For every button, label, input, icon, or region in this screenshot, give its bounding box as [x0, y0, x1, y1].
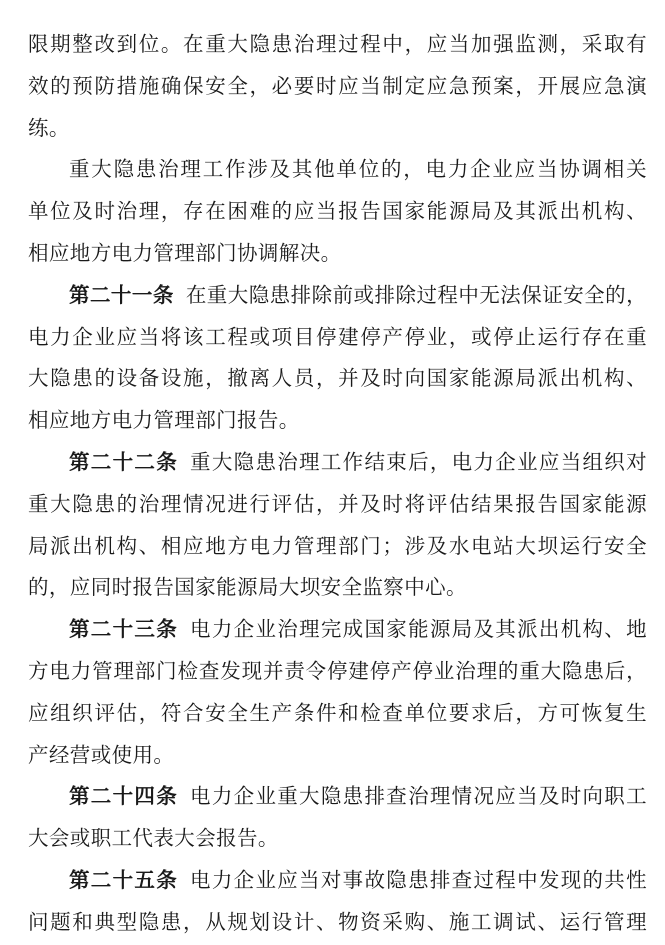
- article-heading: 第二十一条: [69, 282, 174, 307]
- article-23: [28, 609, 647, 776]
- text-line: 应组织评估，符合安全生产条件和检查单位要求后，方可恢复生: [28, 700, 647, 725]
- text-line: 重大隐患的治理情况进行评估，并及时将评估结果报告国家能源: [28, 491, 647, 516]
- article-first-line: [28, 776, 647, 818]
- article-22: [28, 442, 647, 609]
- text-line: 大会或职工代表大会报告。: [28, 826, 279, 851]
- article-first-line: [28, 275, 647, 317]
- text-line: 单位及时治理，存在困难的应当报告国家能源局及其派出机构、: [28, 199, 647, 224]
- article-24: [28, 776, 647, 860]
- text-line: 重大隐患治理工作结束后，电力企业应当组织对: [190, 449, 647, 474]
- text-line: 电力企业重大隐患排查治理情况应当及时向职工: [190, 784, 647, 809]
- text-line: 大隐患的设备设施，撤离人员，并及时向国家能源局派出机构、: [28, 366, 647, 391]
- text-line: 效的预防措施确保安全，必要时应当制定应急预案，开展应急演: [28, 73, 647, 98]
- text-line: 电力企业应当对事故隐患排查过程中发现的共性: [190, 867, 647, 892]
- text-line: 电力企业治理完成国家能源局及其派出机构、地: [190, 617, 647, 642]
- paragraph-continuation: [28, 24, 647, 149]
- text-line: 电力企业应当将该工程或项目停建停产停业，或停止运行存在重: [28, 324, 647, 349]
- text-line: 局派出机构、相应地方电力管理部门；涉及水电站大坝运行安全: [28, 533, 647, 558]
- paragraph: [28, 149, 647, 274]
- article-21: [28, 275, 647, 442]
- text-line: 产经营或使用。: [28, 742, 175, 767]
- text-line: 方电力管理部门检查发现并责令停建停产停业治理的重大隐患后，: [28, 658, 647, 683]
- article-25: [28, 860, 647, 944]
- text-line: 相应地方电力管理部门报告。: [28, 408, 300, 433]
- article-heading: 第二十四条: [69, 784, 179, 809]
- text-line: 相应地方电力管理部门协调解决。: [28, 240, 342, 265]
- text-line: 重大隐患治理工作涉及其他单位的，电力企业应当协调相关: [69, 157, 647, 182]
- text-line: 练。: [28, 115, 70, 140]
- text-line: 问题和典型隐患，从规划设计、物资采购、施工调试、运行管理: [28, 909, 647, 934]
- article-first-line: [28, 442, 647, 484]
- article-heading: 第二十二条: [69, 449, 179, 474]
- article-heading: 第二十五条: [69, 867, 179, 892]
- text-line: 限期整改到位。在重大隐患治理过程中，应当加强监测，采取有: [28, 32, 647, 56]
- text-line: 在重大隐患排除前或排除过程中无法保证安全的，: [185, 282, 647, 307]
- article-heading: 第二十三条: [69, 617, 179, 642]
- article-first-line: [28, 860, 647, 902]
- text-line: 的，应同时报告国家能源局大坝安全监察中心。: [28, 575, 467, 600]
- article-first-line: [28, 609, 647, 651]
